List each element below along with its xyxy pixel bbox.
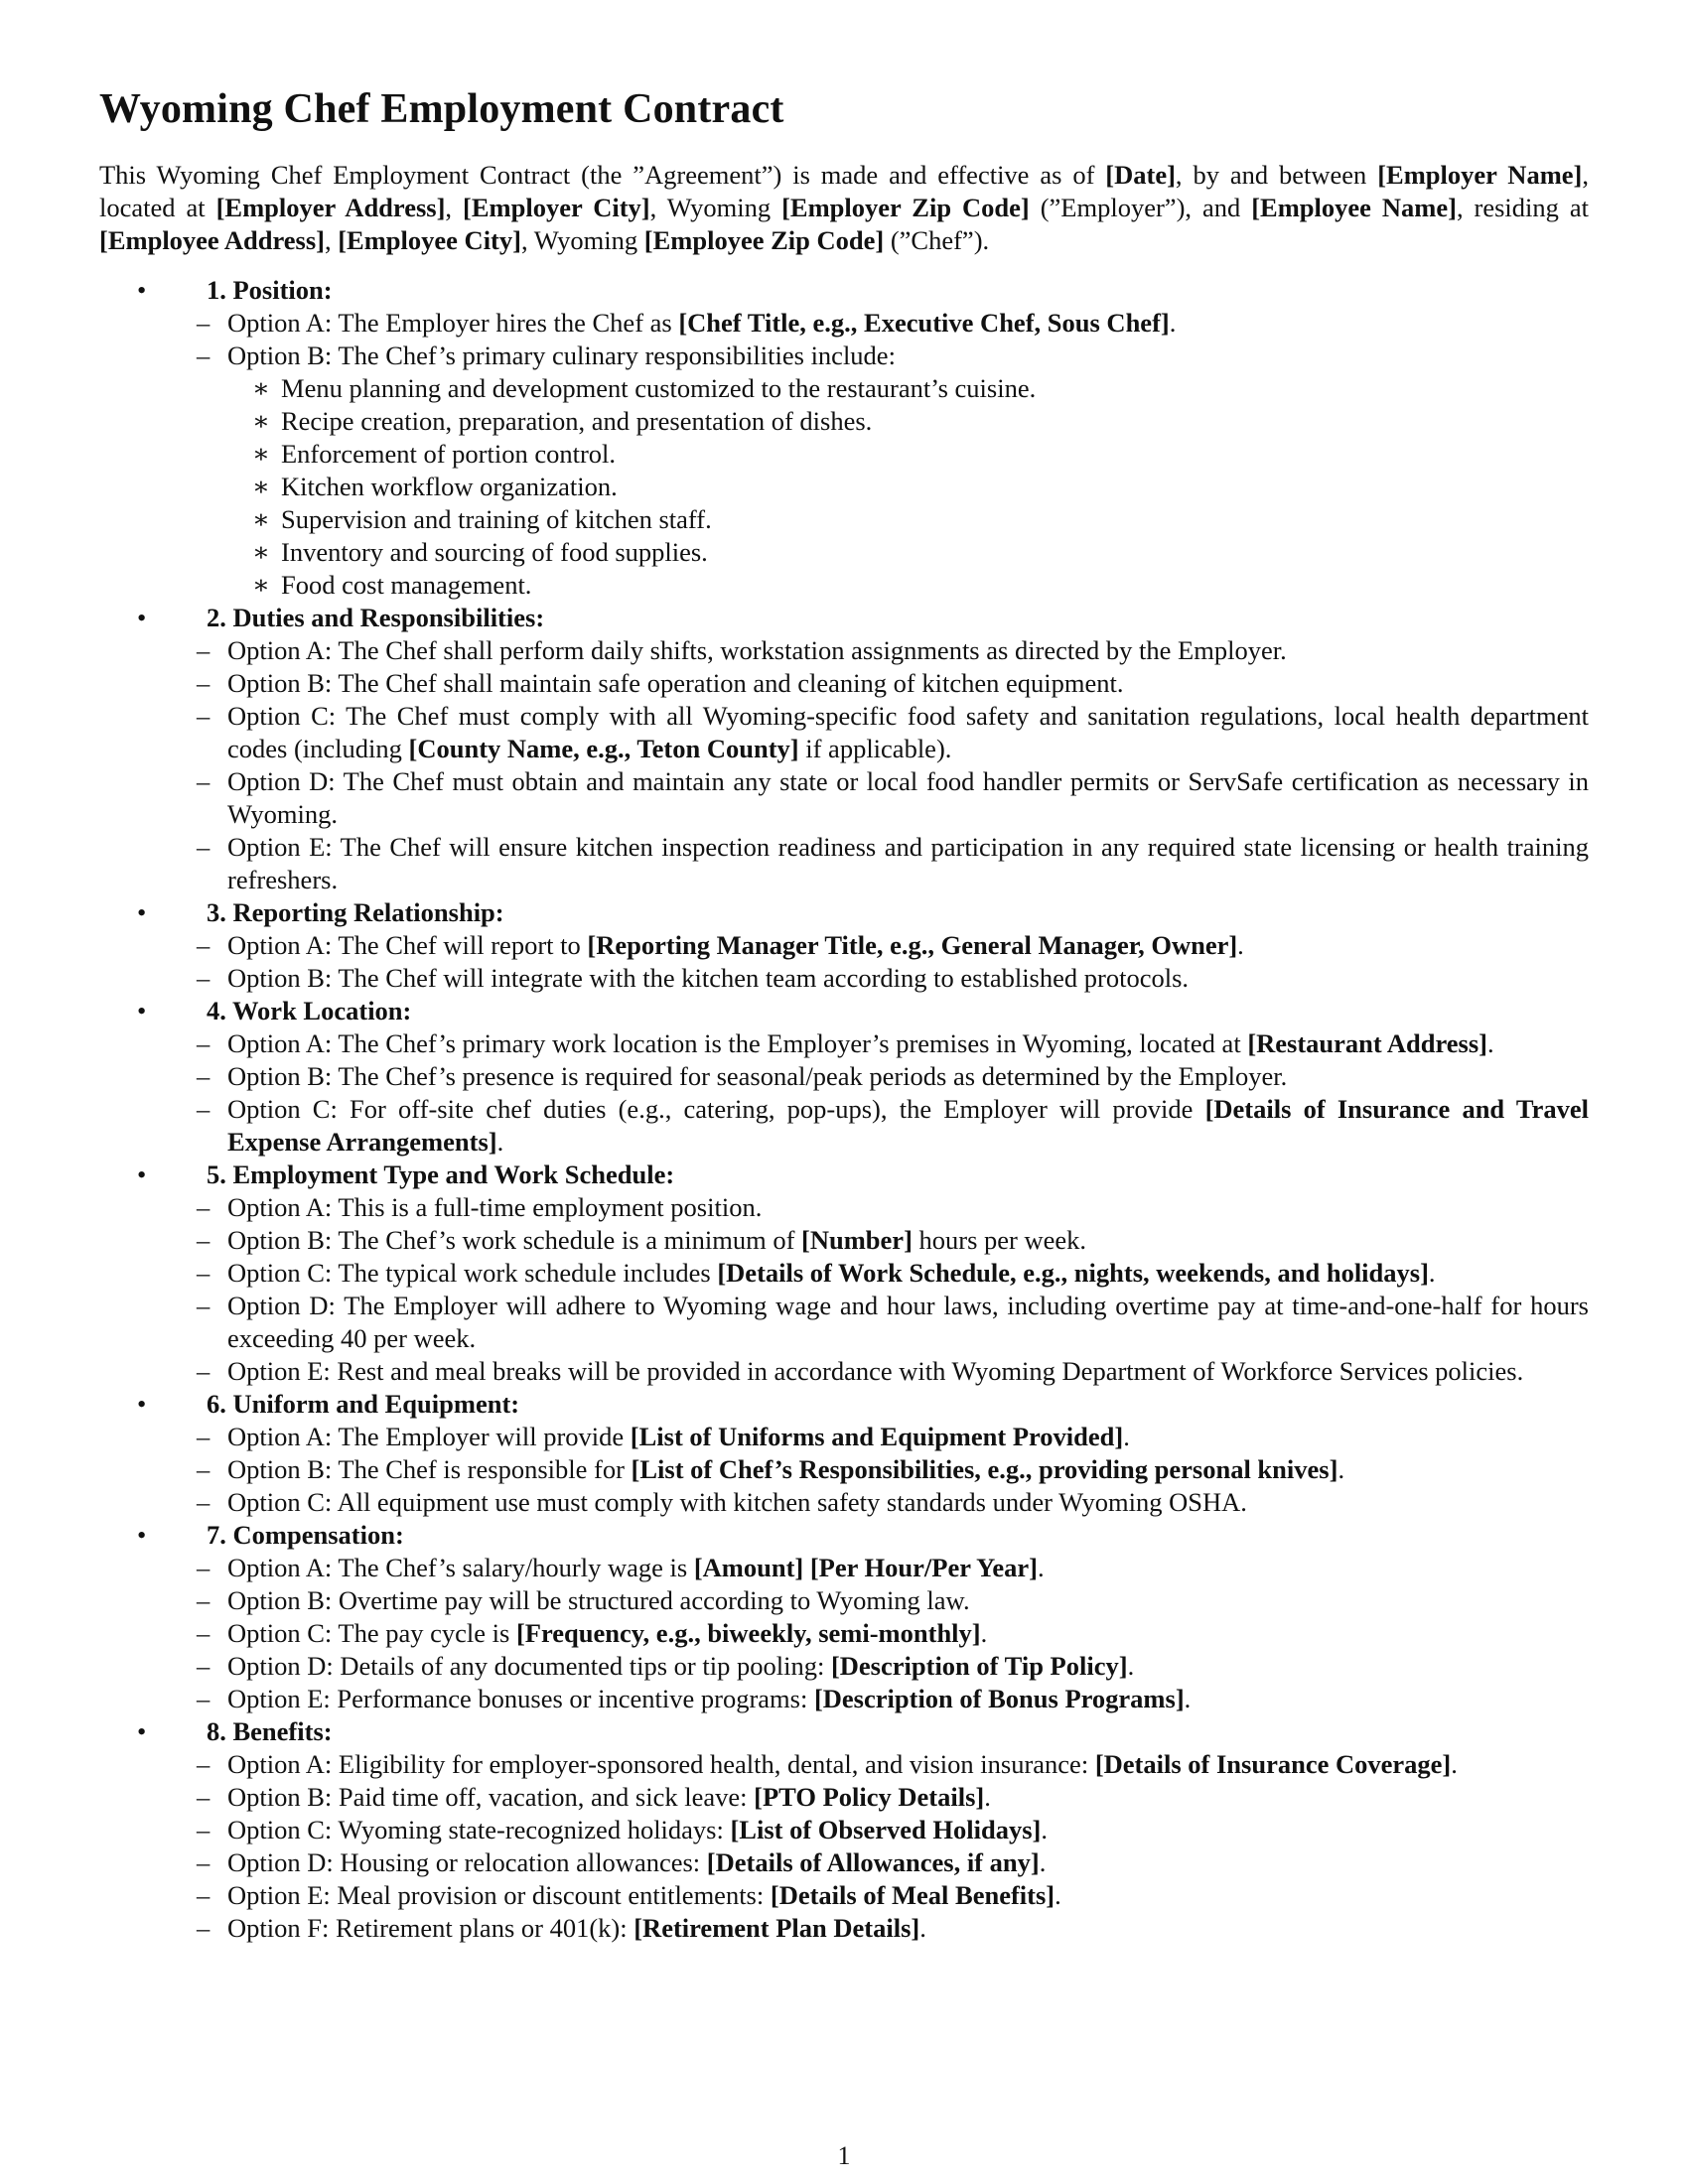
option-item (99, 1421, 1589, 1453)
text-run: Option C: The typical work schedule includes (227, 1258, 718, 1288)
asterisk-icon: ∗ (252, 504, 271, 534)
text-run: Option D: The Chef must obtain and maintain any state or local food handler permits or ServSafe certification as necessary in Wyoming. (227, 766, 1589, 829)
text-run: Option A: Eligibility for employer-sponsored health, dental, and vision insurance: (227, 1749, 1095, 1779)
text-run: . (1451, 1749, 1458, 1779)
dash-icon: – (197, 1291, 211, 1320)
option-item (99, 1224, 1589, 1257)
placeholder-field: [Employer Address] (215, 193, 446, 222)
option-item (99, 1846, 1589, 1879)
placeholder-field: [Details of Insurance Coverage] (1094, 1749, 1452, 1779)
sub-item-text: Inventory and sourcing of food supplies. (281, 537, 708, 567)
sub-list-item (99, 569, 1589, 602)
dash-icon: – (197, 1454, 211, 1484)
placeholder-field: [Frequency, e.g., biweekly, semi-monthly] (515, 1618, 981, 1648)
text-run: Option A: The Chef’s primary work location is the Employer’s premises in Wyoming, located at (227, 1028, 1248, 1058)
option-item (99, 1191, 1589, 1224)
placeholder-field: [List of Chef’s Responsibilities, e.g., providing personal knives] (631, 1454, 1338, 1484)
text-run: , Wyoming (520, 225, 644, 255)
dash-icon: – (197, 1258, 211, 1288)
section-heading: 3. Reporting Relationship: (207, 897, 504, 927)
text-run: . (1041, 1815, 1048, 1844)
text-run (803, 1553, 810, 1582)
contract-sections (99, 274, 1589, 1945)
sub-item-text: Supervision and training of kitchen staff. (281, 504, 712, 534)
option-item (99, 1060, 1589, 1093)
dash-icon: – (197, 668, 211, 698)
text-run: Option E: Rest and meal breaks will be provided in accordance with Wyoming Department of Workforce Services policies. (227, 1356, 1524, 1386)
placeholder-field: [Number] (801, 1225, 913, 1255)
text-run: , by and between (1175, 160, 1378, 190)
dash-icon: – (197, 1094, 211, 1124)
text-run: Option D: Details of any documented tips or tip pooling: (227, 1651, 831, 1681)
bullet-icon: • (137, 275, 147, 305)
placeholder-field: [PTO Policy Details] (754, 1782, 985, 1812)
option-item (99, 1027, 1589, 1060)
option-item (99, 1912, 1589, 1945)
asterisk-icon: ∗ (252, 472, 271, 501)
text-run: Option B: The Chef’s primary culinary responsibilities include: (227, 341, 896, 370)
sub-item-text: Enforcement of portion control. (281, 439, 617, 469)
dash-icon: – (197, 1553, 211, 1582)
dash-icon: – (197, 766, 211, 796)
text-run: Option E: The Chef will ensure kitchen inspection readiness and participation in any required state licensing or health training refreshers. (227, 832, 1589, 894)
placeholder-field: [Date] (1105, 160, 1176, 190)
text-run: Option D: The Employer will adhere to Wyoming wage and hour laws, including overtime pay at time-and-one-half for hours exceeding 40 per week. (227, 1291, 1589, 1353)
text-run: Option C: Wyoming state-recognized holidays: (227, 1815, 731, 1844)
text-run: . (1037, 1553, 1045, 1582)
text-run: This Wyoming Chef Employment Contract (the ”Agreement”) is made and effective as of (99, 160, 1106, 190)
option-item (99, 1748, 1589, 1781)
placeholder-field: [County Name, e.g., Teton County] (408, 734, 799, 763)
text-run: . (1428, 1258, 1436, 1288)
intro-paragraph (99, 159, 1589, 257)
contract-section (99, 274, 1589, 307)
contract-section (99, 1159, 1589, 1191)
sub-item-text: Recipe creation, preparation, and presentation of dishes. (281, 406, 873, 436)
text-run: Option C: The pay cycle is (227, 1618, 516, 1648)
placeholder-field: [Employee Name] (1251, 193, 1457, 222)
text-run: Option B: The Chef shall maintain safe operation and cleaning of kitchen equipment. (227, 668, 1124, 698)
option-item (99, 1814, 1589, 1846)
placeholder-field: [Employee Zip Code] (643, 225, 885, 255)
option-item (99, 1650, 1589, 1683)
section-heading: 1. Position: (207, 275, 333, 305)
sub-item-text: Kitchen workflow organization. (281, 472, 618, 501)
dash-icon: – (197, 1684, 211, 1713)
text-run: . (1184, 1684, 1192, 1713)
text-run: Option B: The Chef will integrate with the kitchen team according to established protocols. (227, 963, 1190, 993)
sub-item-text: Menu planning and development customized to the restaurant’s cuisine. (281, 373, 1037, 403)
dash-icon: – (197, 1749, 211, 1779)
section-heading: 8. Benefits: (207, 1716, 333, 1746)
text-run: Option A: The Employer will provide (227, 1422, 631, 1451)
page-title: Wyoming Chef Employment Contract (99, 86, 784, 132)
placeholder-field: [List of Uniforms and Equipment Provided] (630, 1422, 1124, 1451)
asterisk-icon: ∗ (252, 373, 271, 403)
option-item (99, 307, 1589, 340)
dash-icon: – (197, 701, 211, 731)
option-item (99, 1093, 1589, 1159)
text-run: , (324, 225, 339, 255)
option-item (99, 634, 1589, 667)
bullet-icon: • (137, 1716, 147, 1746)
placeholder-field: [Details of Allowances, if any] (706, 1847, 1040, 1877)
bullet-icon: • (137, 897, 147, 927)
dash-icon: – (197, 1618, 211, 1648)
section-heading: 6. Uniform and Equipment: (207, 1389, 520, 1419)
option-item (99, 700, 1589, 765)
text-run: . (1055, 1880, 1061, 1910)
dash-icon: – (197, 1651, 211, 1681)
text-run: . (1337, 1454, 1345, 1484)
dash-icon: – (197, 1847, 211, 1877)
text-run: , Wyoming (649, 193, 782, 222)
sub-list-item (99, 503, 1589, 536)
text-run: if applicable). (798, 734, 952, 763)
contract-section (99, 896, 1589, 929)
section-heading: 7. Compensation: (207, 1520, 404, 1550)
option-item (99, 929, 1589, 962)
placeholder-field: [Reporting Manager Title, e.g., General Manager, Owner] (587, 930, 1238, 960)
placeholder-field: [Employee Address] (99, 225, 325, 255)
contract-section (99, 602, 1589, 634)
option-item (99, 1257, 1589, 1290)
placeholder-field: [Employer Zip Code] (781, 193, 1030, 222)
text-run: Option A: This is a full-time employment position. (227, 1192, 763, 1222)
option-item (99, 340, 1589, 372)
dash-icon: – (197, 1356, 211, 1386)
dash-icon: – (197, 635, 211, 665)
text-run: Option F: Retirement plans or 401(k): (227, 1913, 634, 1943)
option-item (99, 962, 1589, 995)
text-run: Option A: The Chef will report to (227, 930, 588, 960)
text-run: (”Chef”). (884, 225, 990, 255)
placeholder-field: [Details of Work Schedule, e.g., nights, weekends, and holidays] (717, 1258, 1429, 1288)
asterisk-icon: ∗ (252, 406, 271, 436)
text-run: , residing at (1456, 193, 1589, 222)
placeholder-field: [Employee City] (338, 225, 521, 255)
text-run: . (496, 1127, 504, 1157)
option-item (99, 1486, 1589, 1519)
text-run: . (919, 1913, 926, 1943)
dash-icon: – (197, 341, 211, 370)
dash-icon: – (197, 1061, 211, 1091)
placeholder-field: [Details of Meal Benefits] (770, 1880, 1055, 1910)
bullet-icon: • (137, 1520, 147, 1550)
text-run: Option A: The Chef shall perform daily shifts, workstation assignments as directed by the Employer. (227, 635, 1287, 665)
text-run: . (1127, 1651, 1135, 1681)
text-run: Option B: The Chef’s presence is required for seasonal/peak periods as determined by the Employer. (227, 1061, 1288, 1091)
option-item (99, 1453, 1589, 1486)
text-run: Option A: The Chef’s salary/hourly wage is (227, 1553, 694, 1582)
placeholder-field: [Amount] (693, 1553, 804, 1582)
text-run: Option B: Paid time off, vacation, and sick leave: (227, 1782, 755, 1812)
contract-section (99, 1519, 1589, 1552)
dash-icon: – (197, 1585, 211, 1615)
text-run: . (1487, 1028, 1494, 1058)
sub-list-item (99, 405, 1589, 438)
dash-icon: – (197, 1422, 211, 1451)
contract-section (99, 1388, 1589, 1421)
text-run: Option C: For off-site chef duties (e.g., catering, pop-ups), the Employer will provide (227, 1094, 1205, 1124)
text-run: (”Employer”), and (1029, 193, 1252, 222)
bullet-icon: • (137, 996, 147, 1025)
sub-list-item (99, 536, 1589, 569)
option-item (99, 1683, 1589, 1715)
text-run: . (1237, 930, 1244, 960)
sub-list-item (99, 471, 1589, 503)
section-heading: 4. Work Location: (207, 996, 412, 1025)
text-run: Option B: Overtime pay will be structured according to Wyoming law. (227, 1585, 970, 1615)
contract-section (99, 1715, 1589, 1748)
text-run: Option A: The Employer hires the Chef as (227, 308, 679, 338)
option-item (99, 1355, 1589, 1388)
text-run: , located at (99, 160, 1589, 222)
text-run: . (980, 1618, 988, 1648)
placeholder-field: [Description of Tip Policy] (830, 1651, 1128, 1681)
option-item (99, 1290, 1589, 1355)
dash-icon: – (197, 1192, 211, 1222)
option-item (99, 831, 1589, 896)
option-item (99, 1781, 1589, 1814)
placeholder-field: [Chef Title, e.g., Executive Chef, Sous Chef] (678, 308, 1170, 338)
option-item (99, 1584, 1589, 1617)
dash-icon: – (197, 930, 211, 960)
placeholder-field: [Retirement Plan Details] (633, 1913, 920, 1943)
dash-icon: – (197, 308, 211, 338)
section-heading: 5. Employment Type and Work Schedule: (207, 1160, 675, 1189)
text-run: . (1123, 1422, 1130, 1451)
option-item (99, 667, 1589, 700)
dash-icon: – (197, 963, 211, 993)
placeholder-field: [Employer Name] (1377, 160, 1583, 190)
text-run: Option C: The Chef must comply with all Wyoming-specific food safety and sanitation regulations, local health department codes (including (227, 701, 1589, 763)
text-run: Option E: Meal provision or discount entitlements: (227, 1880, 771, 1910)
placeholder-field: [Description of Bonus Programs] (813, 1684, 1185, 1713)
placeholder-field: [Employer City] (463, 193, 650, 222)
dash-icon: – (197, 1225, 211, 1255)
option-item (99, 1552, 1589, 1584)
dash-icon: – (197, 1487, 211, 1517)
dash-icon: – (197, 1028, 211, 1058)
placeholder-field: [Restaurant Address] (1247, 1028, 1488, 1058)
asterisk-icon: ∗ (252, 570, 271, 600)
option-item (99, 765, 1589, 831)
contract-section (99, 995, 1589, 1027)
placeholder-field: [List of Observed Holidays] (730, 1815, 1042, 1844)
option-item (99, 1879, 1589, 1912)
dash-icon: – (197, 1880, 211, 1910)
bullet-icon: • (137, 1389, 147, 1419)
option-item (99, 1617, 1589, 1650)
text-run: . (1169, 308, 1177, 338)
asterisk-icon: ∗ (252, 439, 271, 469)
text-run: . (1039, 1847, 1047, 1877)
text-run: , (445, 193, 464, 222)
bullet-icon: • (137, 1160, 147, 1189)
sub-item-text: Food cost management. (281, 570, 532, 600)
dash-icon: – (197, 832, 211, 862)
text-run: hours per week. (912, 1225, 1087, 1255)
dash-icon: – (197, 1913, 211, 1943)
dash-icon: – (197, 1815, 211, 1844)
text-run: Option B: The Chef is responsible for (227, 1454, 632, 1484)
section-heading: 2. Duties and Responsibilities: (207, 603, 545, 632)
sub-list-item (99, 372, 1589, 405)
bullet-icon: • (137, 603, 147, 632)
text-run: Option D: Housing or relocation allowances: (227, 1847, 707, 1877)
page-number: 1 (837, 2141, 851, 2170)
asterisk-icon: ∗ (252, 537, 271, 567)
text-run: Option B: The Chef’s work schedule is a minimum of (227, 1225, 802, 1255)
text-run: Option C: All equipment use must comply with kitchen safety standards under Wyoming OSHA. (227, 1487, 1247, 1517)
text-run: . (984, 1782, 991, 1812)
sub-list-item (99, 438, 1589, 471)
placeholder-field: [Per Hour/Per Year] (809, 1553, 1038, 1582)
text-run: Option E: Performance bonuses or incentive programs: (227, 1684, 814, 1713)
dash-icon: – (197, 1782, 211, 1812)
placeholder-field: [Details of Insurance and Travel Expense Arrangements] (227, 1094, 1589, 1157)
